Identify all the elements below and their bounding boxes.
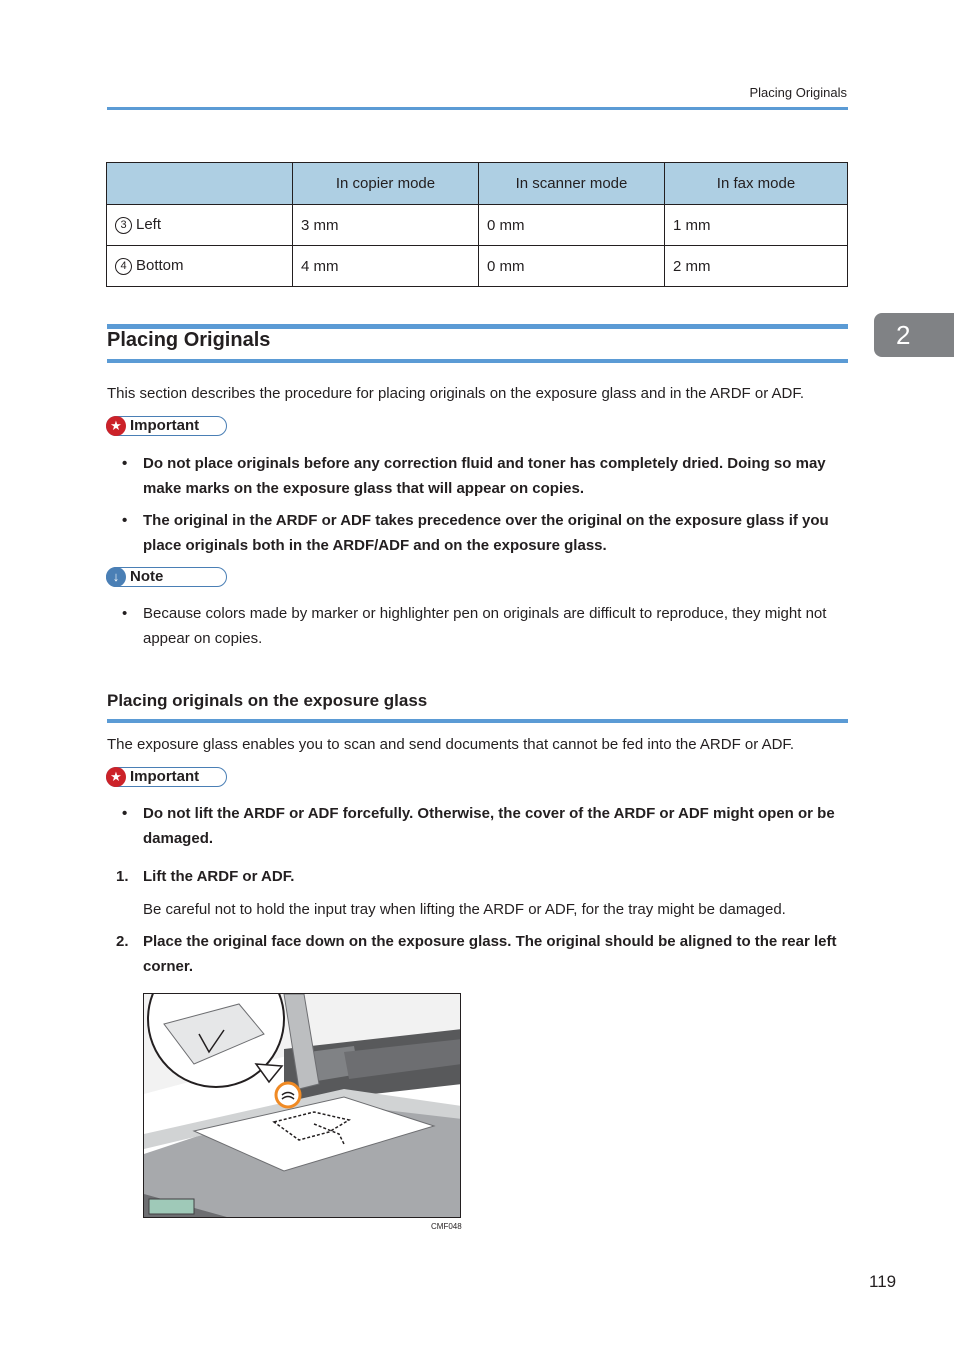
step-number: 1. bbox=[116, 868, 129, 885]
section-title: Placing Originals bbox=[107, 329, 271, 351]
table-header-cell bbox=[107, 163, 293, 205]
table-cell: 2 mm bbox=[665, 246, 848, 287]
note-item bbox=[122, 601, 842, 651]
scanner-illustration-svg bbox=[144, 994, 461, 1218]
subsection-intro: The exposure glass enables you to scan and send documents that cannot be fed into the ARDF or ADF. bbox=[107, 736, 795, 753]
arrow-down-icon: ↓ bbox=[106, 567, 126, 587]
circled-number-marker: 4 bbox=[115, 258, 132, 275]
running-header: Placing Originals bbox=[749, 85, 847, 100]
note-label: Note bbox=[130, 568, 164, 585]
section-bottom-rule bbox=[107, 359, 848, 363]
important-item-text: The original in the ARDF or ADF takes precedence over the original on the exposure glass if you place originals both in the ARDF/ADF and on the exposure glass. bbox=[143, 512, 829, 554]
important-item bbox=[122, 451, 842, 501]
important-label: Important bbox=[130, 768, 200, 785]
figure-code: CMF048 bbox=[431, 1222, 462, 1231]
step-number: 2. bbox=[116, 933, 129, 950]
step-detail: Be careful not to hold the input tray when lifting the ARDF or ADF, for the tray might be damaged. bbox=[143, 901, 786, 918]
bullet-icon: • bbox=[122, 455, 128, 472]
star-icon: ★ bbox=[106, 416, 126, 436]
table-row-label bbox=[107, 205, 293, 246]
step-item bbox=[116, 929, 846, 979]
note-item-text: Because colors made by marker or highlighter pen on originals are difficult to reproduce, they might not appear on copies. bbox=[143, 605, 827, 647]
subsection-title: Placing originals on the exposure glass bbox=[107, 691, 428, 710]
step-text: Place the original face down on the exposure glass. The original should be aligned to the rear left corner. bbox=[143, 933, 837, 975]
important-badge bbox=[106, 767, 227, 787]
star-icon: ★ bbox=[106, 767, 126, 787]
row-label-text: Bottom bbox=[136, 257, 184, 274]
table-cell: 0 mm bbox=[479, 246, 665, 287]
table-row bbox=[107, 205, 848, 246]
table-header-row bbox=[107, 163, 848, 205]
table-cell: 3 mm bbox=[293, 205, 479, 246]
circled-number-marker: 3 bbox=[115, 217, 132, 234]
table-cell: 0 mm bbox=[479, 205, 665, 246]
bullet-icon: • bbox=[122, 605, 128, 622]
important-item-text: Do not lift the ARDF or ADF forcefully. Otherwise, the cover of the ARDF or ADF might open or be damaged. bbox=[143, 805, 835, 847]
margin-table bbox=[106, 162, 848, 287]
bullet-icon: • bbox=[122, 512, 128, 529]
exposure-glass-illustration bbox=[143, 993, 461, 1218]
important-item bbox=[122, 508, 842, 558]
table-header-cell: In scanner mode bbox=[479, 163, 665, 205]
chapter-tab: 2 bbox=[874, 313, 954, 357]
header-rule bbox=[107, 107, 848, 110]
important-label: Important bbox=[130, 417, 200, 434]
important-item bbox=[122, 801, 842, 851]
page-number: 119 bbox=[869, 1272, 897, 1291]
note-badge bbox=[106, 567, 227, 587]
table-row-label bbox=[107, 246, 293, 287]
table-row bbox=[107, 246, 848, 287]
table-cell: 1 mm bbox=[665, 205, 848, 246]
row-label-text: Left bbox=[136, 216, 162, 233]
table-cell: 4 mm bbox=[293, 246, 479, 287]
section-intro: This section describes the procedure for placing originals on the exposure glass and in the ARDF or ADF. bbox=[107, 385, 805, 402]
important-badge bbox=[106, 416, 227, 436]
table-header-cell: In fax mode bbox=[665, 163, 848, 205]
subsection-rule bbox=[107, 719, 848, 723]
step-text: Lift the ARDF or ADF. bbox=[143, 868, 295, 885]
important-item-text: Do not place originals before any correction fluid and toner has completely dried. Doing so may make marks on the exposure glass that will appear on copies. bbox=[143, 455, 826, 497]
table-header-cell: In copier mode bbox=[293, 163, 479, 205]
bullet-icon: • bbox=[122, 805, 128, 822]
step-item bbox=[116, 864, 846, 889]
